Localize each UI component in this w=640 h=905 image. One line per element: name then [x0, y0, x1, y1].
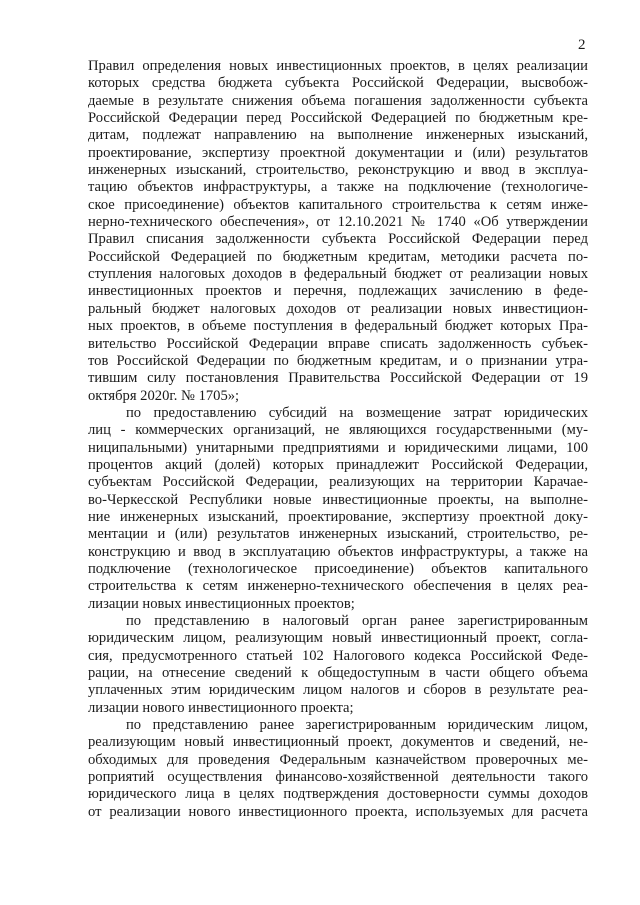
text-line: ниципальными) унитарными предприятиями и юридическими лицами, 100 — [88, 439, 588, 456]
text-line: уплаченных этим юридическим лицом налогов и сборов в результате реа- — [88, 682, 588, 699]
text-line: субъектам Российской Федерации, реализующих на территории Карачае- — [88, 474, 588, 491]
text-line: Правил списания задолженности субъекта Российской Федерации перед — [88, 231, 588, 248]
text-line: ступления налоговых доходов в федеральный бюджет от реализации новых — [88, 266, 588, 283]
text-line: тов Российской Федерации по бюджетным кредитам, и о признании утра- — [88, 352, 588, 369]
text-line: от реализации нового инвестиционного проекта, используемых для расчета — [88, 803, 588, 820]
text-line: нерно-технического обеспечения», от 12.10.2021 № 1740 «Об утверждении — [88, 214, 588, 231]
page-number: 2 — [578, 37, 586, 53]
text-line: инженерных изысканий, строительство, реконструкцию и ввод в эксплуа- — [88, 162, 588, 179]
text-line: лизации новых инвестиционных проектов; — [88, 595, 355, 612]
text-line: даемые в результате снижения объема погашения задолженности субъекта — [88, 92, 588, 109]
text-line: Российской Федерацией по бюджетным кредитам, методики расчета по- — [88, 248, 588, 265]
text-line: юридического лица в целях подтверждения достоверности суммы доходов — [88, 786, 588, 803]
text-line: ское присоединение) объектов капитального строительства к сетям инже- — [88, 196, 588, 213]
text-line: обходимых для проведения Федеральным казначейством проверочных ме- — [88, 751, 588, 768]
text-line: ных проектов, в объеме поступления в федеральный бюджет которых Пра- — [88, 318, 588, 335]
text-line: инвестиционных проектов и перечня, подлежащих зачислению в феде- — [88, 283, 588, 300]
text-line: тившим силу постановления Правительства Российской Федерации от 19 — [88, 370, 588, 387]
text-line: проектирование, экспертизу проектной документации и (или) результатов — [88, 144, 588, 161]
text-line: процентов акций (долей) которых принадлежит Российской Федерации, — [88, 456, 588, 473]
text-line: лизации нового инвестиционного проекта; — [88, 699, 354, 716]
text-line: Правил определения новых инвестиционных проектов, в целях реализации — [88, 58, 588, 74]
text-line: юридическим лицом, реализующим новый инвестиционный проект, согла- — [88, 630, 588, 647]
text-line: по представлению ранее зарегистрированным юридическим лицом, — [126, 717, 588, 734]
document-body — [88, 58, 588, 821]
text-line: строительства к сетям инженерно-технического обеспечения в целях реа- — [88, 578, 588, 595]
text-line: ральный бюджет налоговых доходов от реализации новых инвестицион- — [88, 300, 588, 317]
text-line: ние инженерных изысканий, проектирование, экспертизу проектной доку- — [88, 508, 588, 525]
text-line: по представлению в налоговый орган ранее зарегистрированным — [126, 613, 588, 629]
text-line: октября 2020г. № 1705»; — [88, 387, 240, 404]
paragraph — [88, 613, 588, 717]
text-line: дитам, подлежат направлению на выполнение инженерных изысканий, — [88, 127, 588, 144]
text-line: сия, предусмотренного статьей 102 Налогового кодекса Российской Феде- — [88, 647, 588, 664]
text-line: во-Черкесской Республики новые инвестиционные проекты, на выполне- — [88, 491, 588, 508]
paragraph — [88, 717, 588, 821]
text-line: конструкцию и ввод в эксплуатацию объектов инфраструктуры, а также на — [88, 543, 588, 560]
text-line: тацию объектов инфраструктуры, а также на подключение (технологиче- — [88, 179, 588, 196]
text-line: вительство Российской Федерации вправе списать задолженность субъек- — [88, 335, 588, 352]
text-line: роприятий осуществления финансово-хозяйственной деятельности такого — [88, 769, 588, 786]
text-line: по предоставлению субсидий на возмещение затрат юридических — [126, 404, 588, 421]
text-line: подключение (технологическое присоединение) объектов капитального — [88, 560, 588, 577]
text-line: Российской Федерации перед Российской Федерацией по бюджетным кре- — [88, 110, 588, 127]
text-line: ментации и (или) результатов инженерных изысканий, строительство, ре- — [88, 526, 588, 543]
text-line: которых средства бюджета субъекта Российской Федерации, высвобож- — [88, 75, 588, 92]
text-line: лиц - коммерческих организаций, не являющихся государственными (му- — [88, 422, 588, 439]
paragraph — [88, 405, 588, 613]
text-line: реализующим новый инвестиционный проект, документов и сведений, не- — [88, 734, 588, 751]
text-line: рации, на отнесение сведений к общедоступным в части общего объема — [88, 665, 588, 682]
paragraph — [88, 58, 588, 405]
